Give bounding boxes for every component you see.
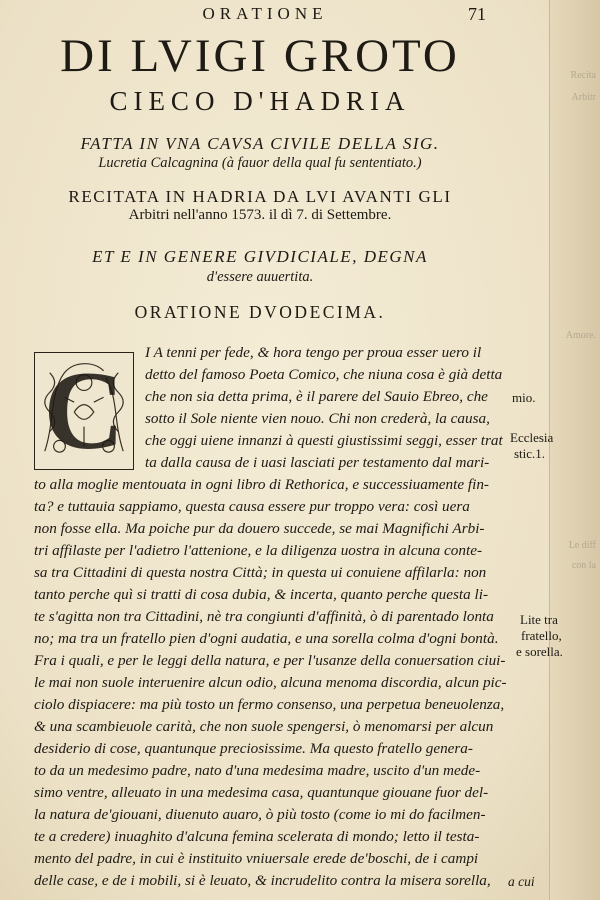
decorated-initial — [34, 349, 134, 473]
margin-note: mio. — [512, 390, 536, 405]
body-text-line: desiderio di cose, quantunque preciosissime. Ma questo fratello genera- — [34, 740, 473, 757]
heading-line: d'essere auuertita. — [206, 269, 314, 285]
title-subtitle: CIECO D'HADRIA — [109, 86, 411, 116]
margin-note: fratello, — [521, 628, 562, 643]
heading-line: RECITATA IN HADRIA DA LVI AVANTI GLI — [68, 187, 452, 206]
body-text-line: sotto il Sole niente vien nouo. Chi non crederà, la causa, — [145, 410, 490, 427]
margin-note: stic.1. — [514, 446, 546, 461]
page-number: 71 — [468, 4, 486, 24]
heading-line: ET E IN GENERE GIVDICIALE, DEGNA — [92, 247, 428, 266]
facing-page-edge — [549, 0, 600, 900]
running-head: ORATIONE — [202, 4, 328, 23]
gutter-text: con la — [571, 560, 596, 571]
body-text-line: ta? e tuttauia sappiamo, questa causa essere pur troppo vera: così uera — [34, 498, 470, 515]
body-text-line: to da un medesimo padre, nato d'una medesima madre, uscito d'un mede- — [34, 762, 481, 779]
body-text-line: non fosse ella. Ma poiche pur da douero succede, se mai Magnifichi Arbi- — [34, 520, 485, 537]
body-text-line: sa tra Cittadini di questa nostra Città; in questa ui conuiene affilarla: non — [34, 564, 487, 581]
body-text-line: to alla moglie mentouata in ogni libro di Rethorica, e successiuamente fin- — [34, 476, 489, 493]
body-text-line: & una scambieuole carità, che non suole spengersi, ò menomarsi per alcun — [34, 718, 494, 735]
title-author: DI LVIGI GROTO — [60, 30, 460, 82]
body-text-line: che non sia detta prima, è il parere del Sauio Ebreo, che — [145, 388, 488, 405]
heading-line: Arbitri nell'anno 1573. il dì 7. di Settembre. — [128, 207, 392, 223]
gutter-text: Recita — [570, 70, 596, 81]
gutter-text: Amore. — [565, 330, 596, 341]
body-text-line: tanto perche quì si tratti di cosa dubia, & incerta, quanto perche questa li- — [34, 586, 489, 603]
margin-note: Ecclesia — [510, 430, 554, 445]
initial-letter: C — [43, 349, 125, 473]
body-text-line: mento del padre, in cui è instituito vniuersale erede de'boschi, de i campi — [34, 850, 479, 867]
body-text-line: ta dalla causa de i uasi lasciati per testamento dal mari- — [145, 454, 490, 471]
body-text-line: ciolo dispiacere: ma più tosto un fermo consenso, una perpetua beneuolenza, — [34, 696, 505, 713]
body-text-line: no; ma tra un fratello pien d'ogni audatia, e una sorella colma d'ogni bontà. — [34, 630, 499, 647]
body-text-line: tri affilaste per l'adietro l'attenione, e la diligenza uostra in alcuna conte- — [34, 542, 483, 559]
section-heading: ORATIONE DVODECIMA. — [134, 302, 386, 322]
catchword: a cui — [508, 874, 535, 889]
body-text-line: te a credere) inuaghito d'alcuna femina scelerata di mondo; letto il testa- — [34, 828, 480, 845]
body-text-line: I A tenni per fede, & hora tengo per proua esser uero il — [145, 344, 482, 361]
body-text-line: te s'agitta non tra Cittadini, nè tra congiunti d'affinità, ò di parentado lonta — [34, 608, 494, 625]
gutter-text: Arbitr — [571, 92, 596, 103]
body-text-line: Fra i quali, e per le leggi della natura, e per l'usanze della conuersation ciui- — [34, 652, 506, 669]
body-text-line: delle case, e de i mobili, si è leuato, & incrudelito contra la misera sorella, — [34, 872, 491, 889]
body-text-line: detto del famoso Poeta Comico, che niuna cosa è già detta — [145, 366, 503, 383]
margin-note: e sorella. — [516, 644, 563, 659]
margin-note: Lite tra — [520, 612, 558, 627]
body-text-line: simo ventre, alleuato in una medesima casa, quantunque giouane fuor del- — [34, 784, 489, 801]
gutter-text: Le diff — [568, 540, 596, 551]
body-text-line: che oggi uiene innanzi à questi giustissimi seggi, esser trat — [145, 432, 503, 449]
heading-line: FATTA IN VNA CAVSA CIVILE DELLA SIG. — [80, 134, 440, 153]
body-text-line: la natura de'giouani, diuenuto auaro, ò più tosto (come io mi do facilmen- — [34, 806, 486, 823]
body-text-line: le mai non suole interuenire alcun odio, alcuna menoma discordia, alcun pic- — [34, 674, 507, 691]
heading-line: Lucretia Calcagnina (à fauor della qual fu sententiato.) — [98, 155, 422, 171]
